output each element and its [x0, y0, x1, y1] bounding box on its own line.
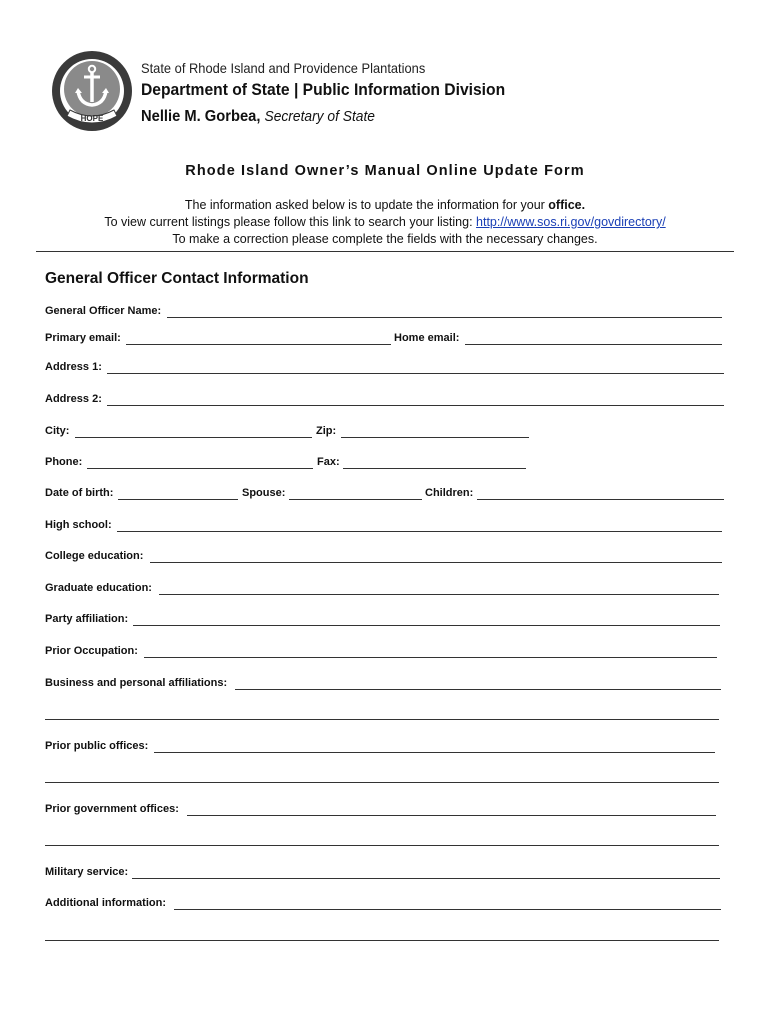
- intro-line-2: [0, 215, 770, 229]
- address1-field[interactable]: [107, 373, 724, 374]
- prior-public-field[interactable]: [154, 752, 715, 753]
- business-label: Business and personal affiliations:: [45, 677, 228, 689]
- secretary-line: [141, 108, 375, 126]
- primary-email-label: Primary email:: [45, 332, 121, 344]
- secretary-title: Secretary of State: [264, 108, 375, 125]
- high-school-label: High school:: [45, 519, 112, 531]
- address2-field[interactable]: [107, 405, 724, 406]
- intro-line-1-text: The information asked below is to update the information for your: [184, 198, 549, 212]
- graduate-label: Graduate education:: [45, 582, 152, 594]
- prior-government-label: Prior government offices:: [45, 803, 179, 815]
- intro-line-1: [0, 198, 770, 212]
- zip-field[interactable]: [341, 437, 529, 438]
- intro-office-bold: office.: [548, 198, 586, 212]
- prior-government-field-line2[interactable]: [45, 845, 719, 846]
- department-name: Department of State | Public Information Division: [141, 80, 506, 99]
- officer-name-field[interactable]: [167, 317, 722, 318]
- home-email-label: Home email:: [394, 332, 460, 344]
- prior-occupation-field[interactable]: [144, 657, 717, 658]
- college-label: College education:: [45, 550, 144, 562]
- section-title: General Officer Contact Information: [45, 270, 309, 287]
- state-name: State of Rhode Island and Providence Plantations: [141, 60, 426, 76]
- state-seal-icon: [51, 50, 133, 132]
- address2-label: Address 2:: [45, 393, 102, 405]
- dob-field[interactable]: [118, 499, 238, 500]
- city-label: City:: [45, 425, 70, 437]
- children-field[interactable]: [477, 499, 724, 500]
- secretary-name: Nellie M. Gorbea,: [141, 108, 261, 125]
- party-field[interactable]: [133, 625, 720, 626]
- business-field[interactable]: [235, 689, 721, 690]
- additional-label: Additional information:: [45, 897, 166, 909]
- govdirectory-link[interactable]: http://www.sos.ri.gov/govdirectory/: [476, 215, 666, 229]
- college-field[interactable]: [150, 562, 722, 563]
- business-field-line2[interactable]: [45, 719, 719, 720]
- party-label: Party affiliation:: [45, 613, 129, 625]
- header-divider: [36, 251, 734, 252]
- prior-government-field[interactable]: [187, 815, 716, 816]
- graduate-field[interactable]: [159, 594, 719, 595]
- fax-field[interactable]: [343, 468, 526, 469]
- additional-field-line2[interactable]: [45, 940, 719, 941]
- officer-name-label: General Officer Name:: [45, 305, 162, 317]
- military-field[interactable]: [132, 878, 720, 879]
- additional-field[interactable]: [174, 909, 721, 910]
- form-title: Rhode Island Owner’s Manual Online Update Form: [185, 163, 585, 179]
- high-school-field[interactable]: [117, 531, 722, 532]
- intro-line-3: To make a correction please complete the fields with the necessary changes.: [172, 232, 598, 246]
- seal-hope-text: HOPE: [80, 114, 104, 123]
- prior-public-field-line2[interactable]: [45, 782, 719, 783]
- children-label: Children:: [425, 487, 474, 499]
- dob-label: Date of birth:: [45, 487, 114, 499]
- prior-occupation-label: Prior Occupation:: [45, 645, 138, 657]
- spouse-field[interactable]: [289, 499, 422, 500]
- phone-field[interactable]: [87, 468, 313, 469]
- fax-label: Fax:: [317, 456, 340, 468]
- address1-label: Address 1:: [45, 361, 102, 373]
- military-label: Military service:: [45, 866, 129, 878]
- intro-line-2-text: To view current listings please follow this link to search your listing:: [104, 215, 477, 229]
- home-email-field[interactable]: [465, 344, 722, 345]
- prior-public-label: Prior public offices:: [45, 740, 149, 752]
- spouse-label: Spouse:: [242, 487, 286, 499]
- phone-label: Phone:: [45, 456, 83, 468]
- city-field[interactable]: [75, 437, 312, 438]
- primary-email-field[interactable]: [126, 344, 391, 345]
- zip-label: Zip:: [316, 425, 337, 437]
